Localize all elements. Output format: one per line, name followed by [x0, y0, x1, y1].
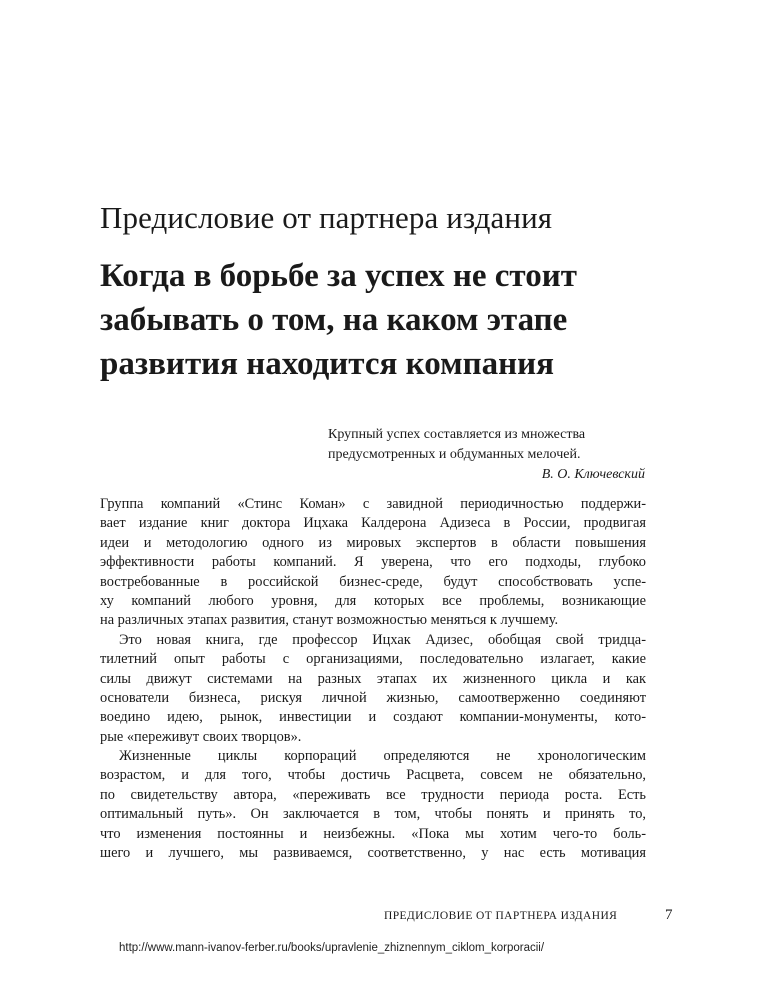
- running-head: ПРЕДИСЛОВИЕ ОТ ПАРТНЕРА ИЗДАНИЯ: [384, 910, 618, 922]
- body-line: по свидетельству автора, «переживать все трудности периода роста. Есть: [100, 786, 646, 803]
- body-line: тилетний опыт работы с организациями, последовательно излагает, какие: [100, 651, 646, 668]
- chapter-title: [100, 254, 700, 386]
- body-line: воедино идею, рынок, инвестиции и создают компании-монументы, кото-: [100, 709, 646, 726]
- body-line: востребованные в российской бизнес-среде, будут способствовать успе-: [100, 573, 646, 590]
- body-line: Это новая книга, где профессор Ицхак Адизес, обобщая свой тридца-: [119, 631, 646, 648]
- body-line: силы движут системами на разных этапах их жизненного цикла и как: [100, 670, 646, 687]
- epigraph-author: В. О. Ключевский: [541, 467, 645, 482]
- body-line: что изменения постоянны и неизбежны. «Пока мы хотим чего-то боль-: [100, 825, 646, 842]
- chapter-title-line: Когда в борьбе за успех не стоит: [100, 258, 577, 294]
- epigraph-line: предусмотренных и обдуманных мелочей.: [328, 447, 581, 462]
- body-text: [100, 495, 646, 863]
- page-number: 7: [665, 907, 673, 923]
- body-line: основатели бизнеса, рискуя личной жизнью, самоотверженно соединяют: [100, 689, 646, 706]
- body-line: на различных этапах развития, станут возможностью меняться к лучшему.: [100, 612, 559, 629]
- body-line: эффективности работы компаний. Я уверена, что его подходы, глубоко: [100, 554, 646, 571]
- body-line: идеи и методологию одного из мировых экспертов в области повышения: [100, 534, 646, 551]
- epigraph: [328, 425, 658, 485]
- body-line: вает издание книг доктора Ицхака Калдерона Адизеса в России, продвигая: [100, 515, 646, 532]
- epigraph-line: Крупный успех составляется из множества: [328, 427, 586, 442]
- body-line: шего и лучшего, мы развиваемся, соответственно, у нас есть мотивация: [100, 845, 646, 862]
- source-url-link[interactable]: http://www.mann-ivanov-ferber.ru/books/upravlenie_zhiznennym_ciklom_korporacii/: [119, 942, 545, 954]
- body-line: Группа компаний «Стинс Коман» с завидной периодичностью поддержи-: [100, 496, 646, 512]
- chapter-title-line: развития находится компания: [100, 346, 554, 382]
- body-line: оптимальный путь». Он заключается в том, чтобы понять и принять то,: [100, 806, 646, 823]
- section-label: Предисловие от партнера издания: [100, 200, 553, 235]
- chapter-title-line: забывать о том, на каком этапе: [100, 302, 568, 338]
- body-line: возрастом, и для того, чтобы достичь Расцвета, совсем не обязательно,: [100, 767, 646, 784]
- body-line: рые «переживут своих творцов».: [100, 728, 302, 745]
- body-line: Жизненные циклы корпораций определяются не хронологическим: [119, 748, 646, 765]
- body-line: ху компаний любого уровня, для которых все проблемы, возникающие: [100, 592, 646, 609]
